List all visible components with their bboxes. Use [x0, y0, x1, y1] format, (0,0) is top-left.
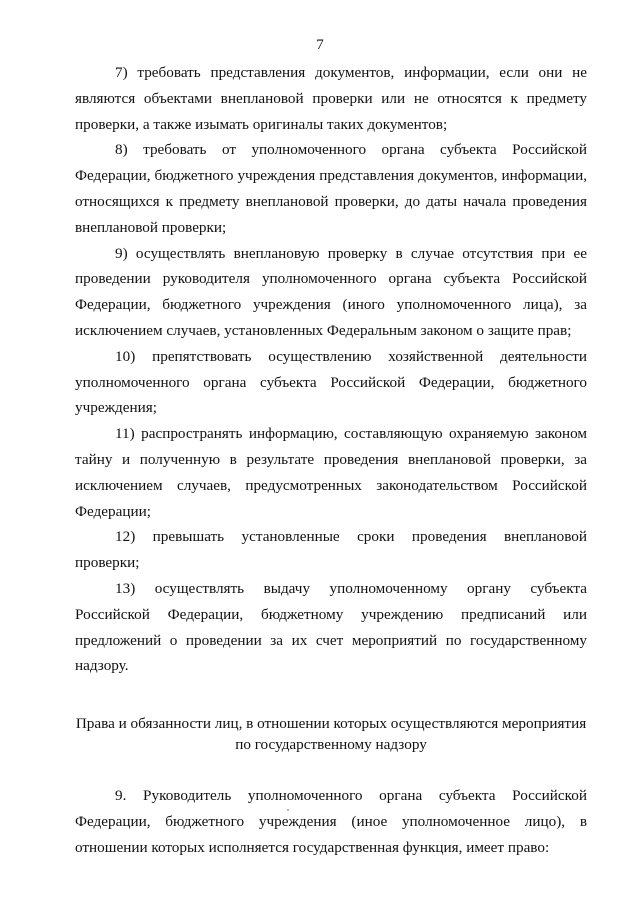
page-number: 7: [316, 37, 324, 53]
document-body: [75, 60, 587, 861]
paragraph-section-9: 9. Руководитель уполномоченного органа субъекта Российской Федерации, бюджетного учреждения (иное уполномоченное лицо), в отношении которых исполняется государственная функция, имеет право:: [75, 787, 587, 856]
scan-artifact-dot: [287, 809, 289, 811]
paragraph-item-13: 13) осуществлять выдачу уполномоченному органу субъекта Российской Федерации, бюджетному учреждению предписаний или предложений о проведении за их счет мероприятий по государственному надзору.: [75, 579, 587, 675]
paragraph-item-8: 8) требовать от уполномоченного органа субъекта Российской Федерации, бюджетного учреждения представления документов, информации, относящихся к предмету внеплановой проверки, до даты начала проведения внеплановой проверки;: [75, 141, 587, 236]
section-heading: Права и обязанности лиц, в отношении которых осуществляются мероприятия по государственному надзору: [75, 715, 587, 754]
paragraph-item-11: 11) распространять информацию, составляющую охраняемую законом тайну и полученную в результате проведения внеплановой проверки, за исключением случаев, предусмотренных законодательством Российской Федерации;: [75, 425, 587, 520]
paragraph-item-9: 9) осуществлять внеплановую проверку в случае отсутствия при ее проведении руководителя уполномоченного органа субъекта Российской Федерации, бюджетного учреждения (иного уполномоченного лица), за исключением случаев, установленных Федеральным законом о защите прав;: [75, 244, 587, 339]
paragraph-item-12: 12) превышать установленные сроки проведения внеплановой проверки;: [75, 528, 587, 572]
paragraph-item-10: 10) препятствовать осуществлению хозяйственной деятельности уполномоченного органа субъекта Российской Федерации, бюджетного учреждения;: [75, 347, 587, 417]
paragraph-item-7: 7) требовать представления документов, информации, если они не являются объектами внеплановой проверки или не относятся к предмету проверки, а также изымать оригиналы таких документов;: [75, 64, 587, 133]
